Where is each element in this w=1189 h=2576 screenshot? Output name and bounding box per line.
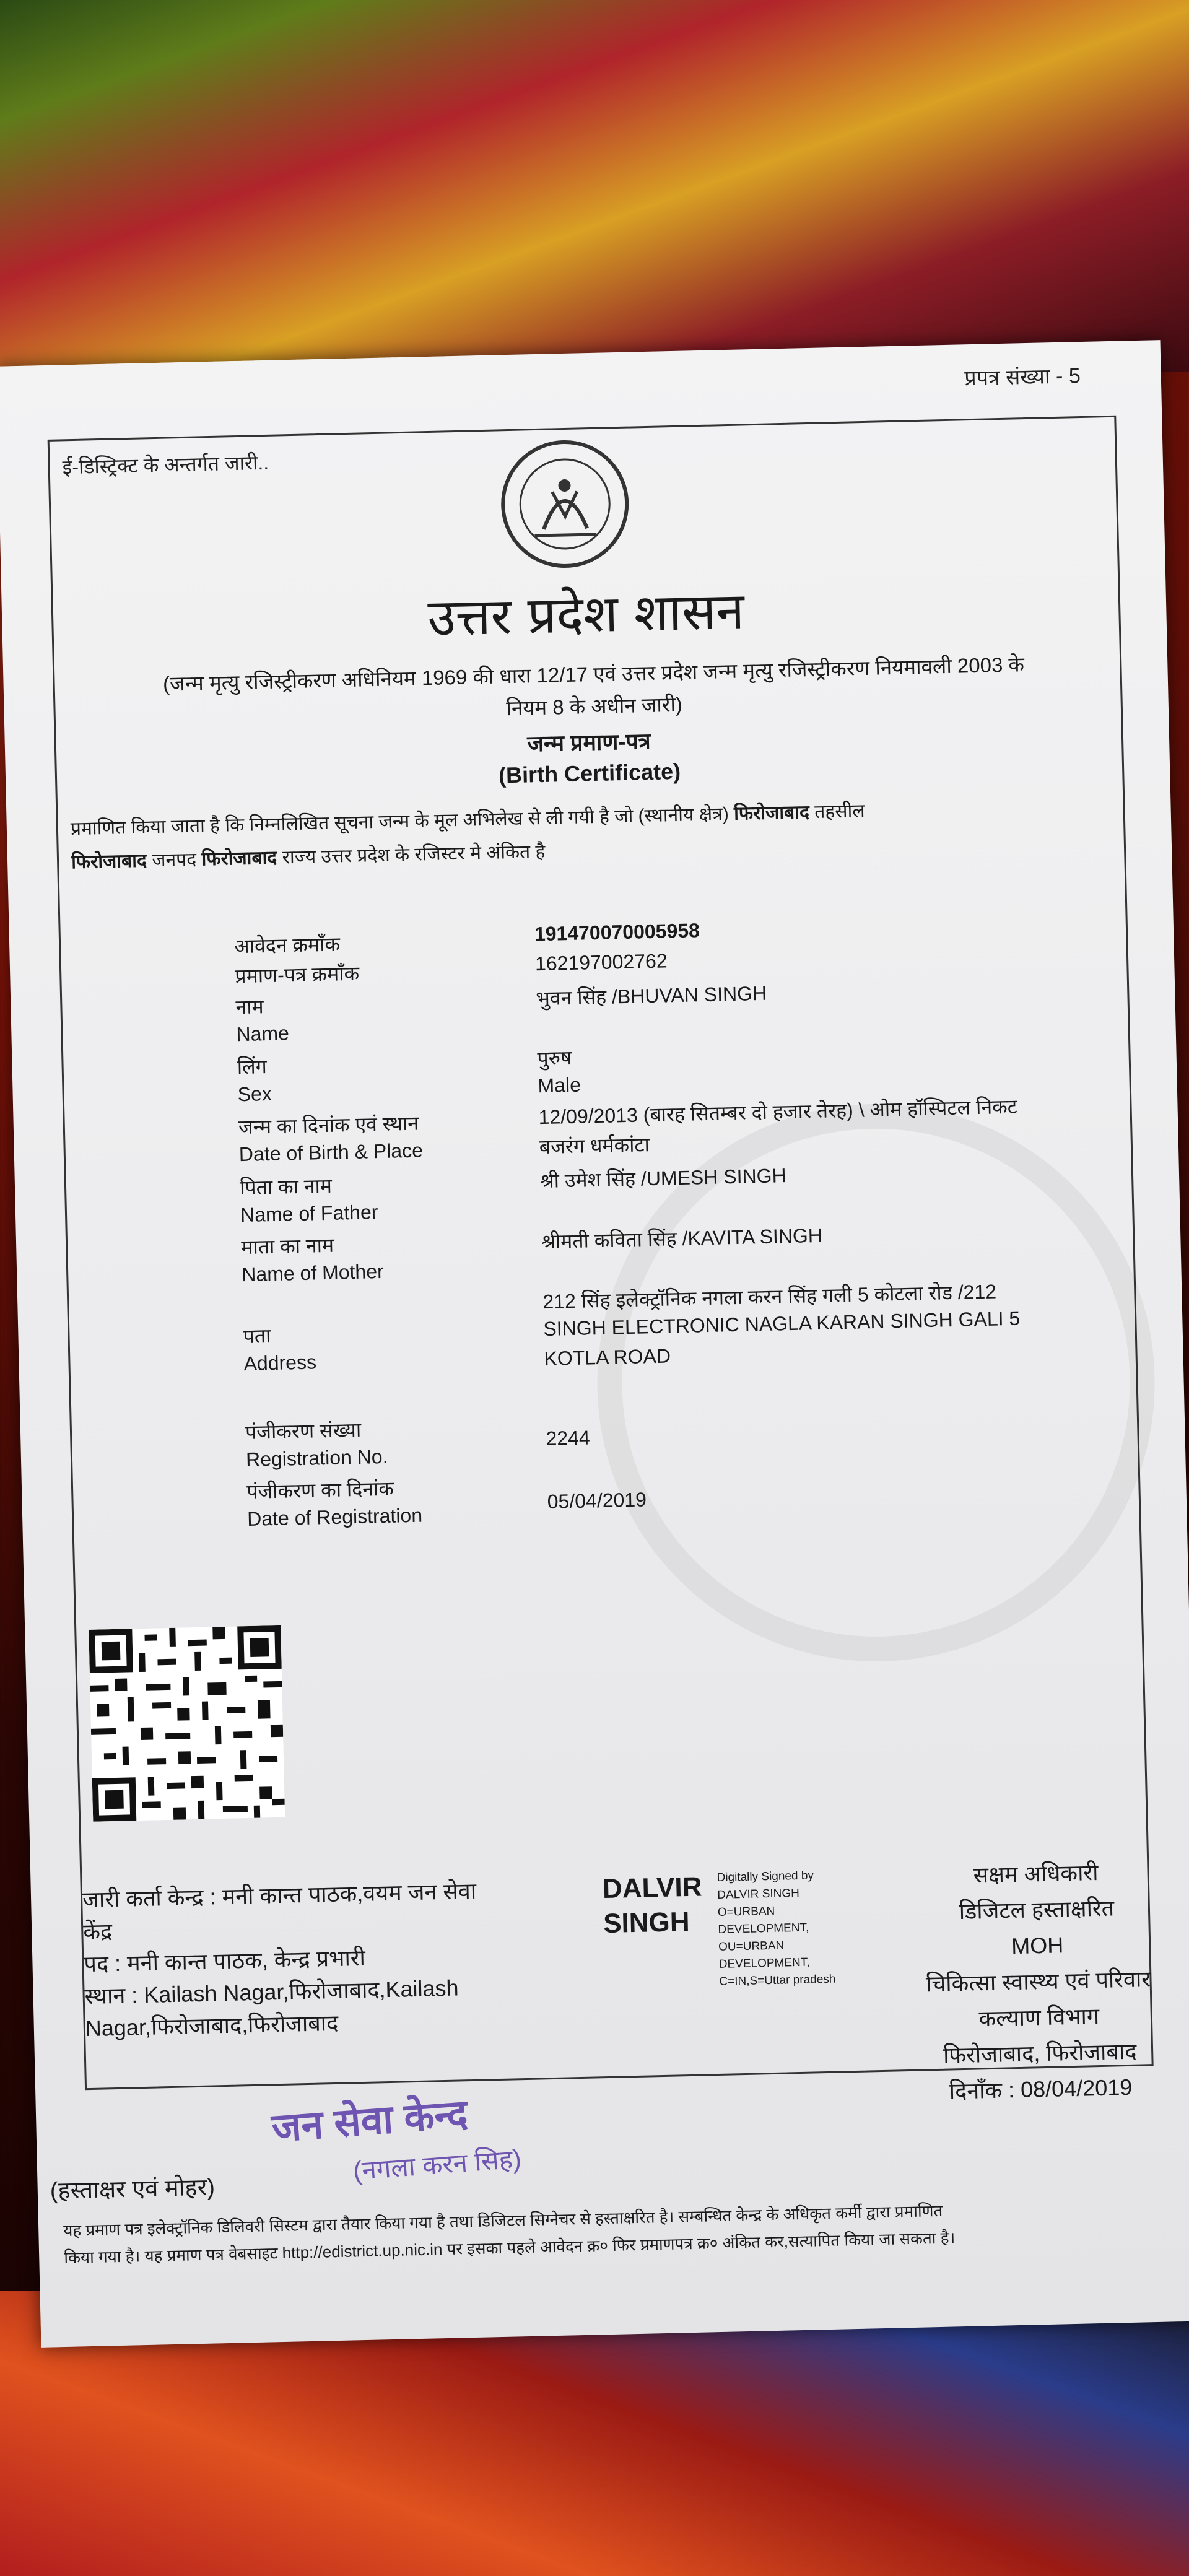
authority-date: दिनाँक : 08/04/2019 xyxy=(949,2074,1133,2104)
footer-line-2: किया गया है। यह प्रमाण पत्र वेबसाइट http://edistrict.up.nic.in पर इसका पहले आवेदन क्र० फिर प्रमाणपत्र क्र० अंकित कर,सत्यापित किया जा सकता है। xyxy=(63,2228,956,2268)
address-value-line-2: SINGH ELECTRONIC NAGLA KARAN SINGH GALI 5 xyxy=(543,1307,1021,1341)
name-value: भुवन सिंह /BHUVAN SINGH xyxy=(535,981,767,1010)
address-label-hindi: पता xyxy=(243,1325,271,1348)
competent-authority-block xyxy=(912,1853,1165,2110)
application-no-value: 191470070005958 xyxy=(534,919,700,946)
dob-value-line-2: बजरंग धर्मकांटा xyxy=(539,1133,650,1159)
declaration-area: फिरोजाबाद xyxy=(733,802,810,824)
dob-label-english: Date of Birth & Place xyxy=(238,1139,424,1166)
signer-name-line-2: SINGH xyxy=(603,1906,690,1939)
sex-label-hindi: लिंग xyxy=(237,1055,268,1079)
registration-date-label-english: Date of Registration xyxy=(246,1503,423,1531)
signer-name-line-1: DALVIR xyxy=(602,1871,703,1905)
sex-value-english: Male xyxy=(538,1073,581,1097)
father-value: श्री उमेश सिंह /UMESH SINGH xyxy=(539,1164,786,1193)
government-title: उत्तर प्रदेश शासन xyxy=(427,581,745,648)
digital-signature-block xyxy=(602,1866,874,1988)
registration-no-label-hindi: पंजीकरण संख्या xyxy=(245,1418,362,1444)
declaration-district: फिरोजाबाद xyxy=(201,847,277,870)
signer-details xyxy=(716,1867,835,1991)
issuer-line-5: Nagar,फिरोजाबाद,फिरोजाबाद xyxy=(85,2009,339,2042)
declaration-text xyxy=(70,789,1105,879)
father-label-hindi: पिता का नाम xyxy=(239,1174,333,1199)
certificate-frame xyxy=(48,416,1154,2104)
signer-note-5: OU=URBAN xyxy=(718,1939,785,1954)
form-reference-number: प्रपत्र संख्या - 5 xyxy=(964,364,1081,391)
certificate-title-hindi: जन्म प्रमाण-पत्र xyxy=(526,728,651,757)
address-value-line-1: 212 सिंह इलेक्ट्रॉनिक नगला करन सिंह गली 5 कोटला रोड /212 xyxy=(542,1280,997,1313)
jan-seva-kendra-stamp: जन सेवा केन्द xyxy=(270,2091,469,2151)
authority-line-2: डिजिटल हस्ताक्षरित xyxy=(959,1895,1115,1925)
father-label-english: Name of Father xyxy=(240,1201,378,1227)
issuing-center-block xyxy=(82,1873,581,2045)
signature-and-seal-label: (हस्ताक्षर एवं मोहर) xyxy=(50,2174,216,2204)
mother-label-hindi: माता का नाम xyxy=(240,1234,334,1259)
address-value-line-3: KOTLA ROAD xyxy=(544,1344,671,1370)
declaration-district-label: जनपद xyxy=(151,849,197,871)
signer-name xyxy=(602,1870,703,1942)
birth-certificate-paper xyxy=(0,340,1189,2348)
registration-date-value: 05/04/2019 xyxy=(547,1488,647,1513)
registration-date-label-hindi: पंजीकरण का दिनांक xyxy=(246,1477,394,1503)
authority-line-6: फिरोजाबाद, फिरोजाबाद xyxy=(943,2038,1137,2068)
stamp-subtitle: (नगला करन सिह) xyxy=(352,2144,523,2186)
signer-note-4: DEVELOPMENT, xyxy=(718,1921,809,1936)
issuer-line-4: स्थान : Kailash Nagar,फिरोजाबाद,Kailash xyxy=(84,1975,459,2009)
name-label-hindi: नाम xyxy=(235,995,264,1019)
edistrict-issued-label: ई-डिस्ट्रिक्ट के अन्तर्गत जारी.. xyxy=(62,451,269,479)
issuer-line-2: केंद्र xyxy=(82,1918,113,1945)
qr-code-icon xyxy=(89,1625,285,1822)
signer-note-3: O=URBAN xyxy=(717,1904,775,1919)
signer-note-7: C=IN,S=Uttar pradesh xyxy=(719,1972,836,1988)
authority-line-3: MOH xyxy=(1011,1932,1064,1959)
address-label-english: Address xyxy=(243,1351,317,1375)
declaration-line-1: प्रमाणित किया जाता है कि निम्नलिखित सूचना जन्म के मूल अभिलेख से ली गयी है जो (स्थानीय क्षेत्र) xyxy=(70,804,730,840)
registration-no-label-english: Registration No. xyxy=(245,1445,388,1471)
registration-no-value: 2244 xyxy=(546,1426,591,1450)
sex-value-hindi: पुरुष xyxy=(537,1046,572,1070)
certificate-title-english: (Birth Certificate) xyxy=(498,758,681,788)
dob-value-line-1: 12/09/2013 (बारह सितम्बर दो हजार तेरह) \ ओम हॉस्पिटल निकट xyxy=(538,1095,1018,1129)
mother-label-english: Name of Mother xyxy=(241,1260,385,1286)
certificate-no-label: प्रमाण-पत्र क्रमाँक xyxy=(234,962,360,988)
application-no-label: आवेदन क्रमाँक xyxy=(233,933,341,958)
certificate-no-value: 162197002762 xyxy=(534,949,668,975)
signer-note-6: DEVELOPMENT, xyxy=(718,1956,810,1971)
issuer-line-3: पद : मनी कान्त पाठक, केन्द्र प्रभारी xyxy=(84,1944,366,1977)
authority-line-1: सक्षम अधिकारी xyxy=(973,1859,1099,1888)
act-line-2: नियम 8 के अधीन जारी) xyxy=(505,692,683,720)
name-label-english: Name xyxy=(236,1022,290,1046)
authority-line-5: कल्याण विभाग xyxy=(978,2003,1100,2032)
mother-value: श्रीमती कविता सिंह /KAVITA SINGH xyxy=(541,1224,823,1253)
footer-line-1: यह प्रमाण पत्र इलेक्ट्रॉनिक डिलिवरी सिस्टम द्वारा तैयार किया गया है तथा डिजिटल सिग्नेचर से हस्ताक्षरित है। सम्बन्धित केन्द्र के अधिकृत कर्मी द्वारा प्रमाणित xyxy=(63,2201,943,2240)
signer-note-2: DALVIR SINGH xyxy=(717,1886,800,1902)
issuer-line-1: जारी कर्ता केन्द्र : मनी कान्त पाठक,वयम जन सेवा xyxy=(82,1878,477,1913)
dob-label-hindi: जन्म का दिनांक एवं स्थान xyxy=(238,1112,419,1139)
declaration-tehsil: फिरोजाबाद xyxy=(71,850,147,873)
up-government-emblem-icon xyxy=(483,434,647,574)
sex-label-english: Sex xyxy=(237,1082,272,1106)
authority-line-4: चिकित्सा स्वास्थ्य एवं परिवार xyxy=(925,1966,1151,1997)
verification-footer xyxy=(63,2191,1179,2271)
signer-note-1: Digitally Signed by xyxy=(716,1869,814,1884)
declaration-line-2: राज्य उत्तर प्रदेश के रजिस्टर मे अंकित है xyxy=(282,841,546,868)
declaration-tehsil-label: तहसील xyxy=(814,801,866,822)
act-line-1: (जन्म मृत्यु रजिस्ट्रीकरण अधिनियम 1969 की धारा 12/17 एवं उत्तर प्रदेश जन्म मृत्यु रजिस्ट्रीकरण नियमावली 2003 के xyxy=(162,653,1025,695)
background-fabric-top xyxy=(0,0,1189,372)
